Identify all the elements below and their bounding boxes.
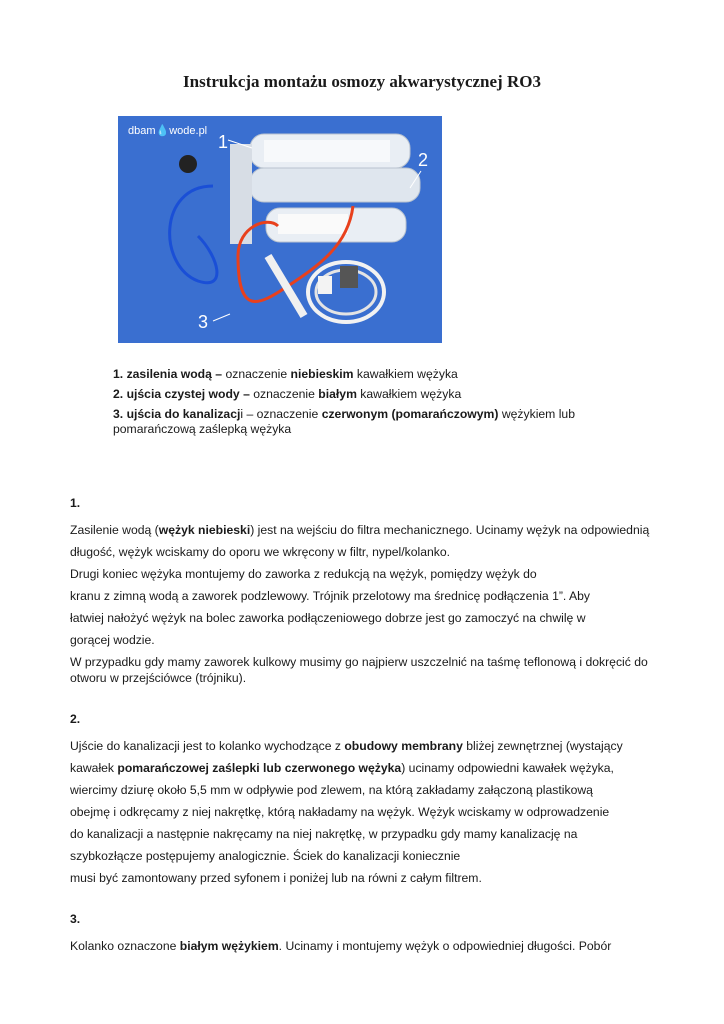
section-number: 1.: [70, 496, 81, 510]
paragraph-line: kranu z zimną wodą a zaworek podzlewowy. Trójnik przelotowy ma średnicę podłączenia 1”. Aby: [70, 589, 591, 603]
paragraph-line: Zasilenie wodą (wężyk niebieski) jest na wejściu do filtra mechanicznego. Ucinamy wężyk na odpowiednią: [70, 523, 650, 537]
paragraph-line: Ujście do kanalizacji jest to kolanko wychodzące z obudowy membrany bliżej zewnętrznej (wystający: [70, 739, 623, 753]
paragraph-line: obejmę i odkręcamy z niej nakrętkę, którą nakładamy na wężyk. Wężyk wciskamy w odprowadzenie: [70, 805, 610, 819]
paragraph-line: Kolanko oznaczone białym wężykiem. Ucinamy i montujemy wężyk o odpowiedniej długości. Pobór: [70, 939, 612, 953]
paragraph-line: W przypadku gdy mamy zaworek kulkowy musimy go najpierw uszczelnić na taśmę teflonową i dokręcić do: [70, 655, 648, 669]
paragraph-line: Drugi koniec wężyka montujemy do zaworka z redukcją na wężyk, pomiędzy wężyk do: [70, 567, 537, 581]
legend-item: 2. ujścia czystej wody – oznaczenie białym kawałkiem wężyka: [113, 387, 462, 401]
callout-3: 3: [198, 312, 209, 332]
paragraph-line: łatwiej nałożyć wężyk na bolec zaworka podłączeniowego dobrze jest go zamoczyć na chwilę w: [70, 611, 586, 625]
paragraph-line: szybkozłącze postępujemy analogicznie. Ściek do kanalizacji koniecznie: [70, 849, 461, 863]
section-3: [70, 912, 670, 960]
paragraph-line: wiercimy dziurę około 5,5 mm w odpływie pod zlewem, na którą zakładamy załączoną plastikową: [70, 783, 593, 797]
section-1: [70, 496, 670, 686]
section-number: 2.: [70, 712, 81, 726]
page-title: Instrukcja montażu osmozy akwarystycznej RO3: [183, 72, 541, 91]
callout-1: 1: [218, 132, 229, 152]
paragraph-line: otworu w przejściówce (trójniku).: [70, 671, 247, 685]
section-2: [70, 712, 670, 892]
paragraph-line: gorącej wodzie.: [70, 633, 155, 647]
section-number: 3.: [70, 912, 81, 926]
watermark-text: dbam💧wode.pl: [128, 125, 208, 137]
paragraph-line: długość, wężyk wciskamy do oporu we wkręcony w filtr, nypel/kolanko.: [70, 545, 451, 559]
legend-item: 3. ujścia do kanalizacji – oznaczenie czerwonym (pomarańczowym) wężykiem lub pomarańczową zaślepką wężyka: [113, 407, 575, 436]
callout-2: 2: [418, 150, 429, 170]
connection-legend: [113, 367, 613, 442]
product-photo: [118, 116, 442, 343]
ro-filter-illustration: [118, 116, 442, 343]
paragraph-line: do kanalizacji a następnie nakręcamy na niej nakrętkę, w przypadku gdy mamy kanalizację na: [70, 827, 578, 841]
paragraph-line: musi być zamontowany przed syfonem i poniżej lub na równi z całym filtrem.: [70, 871, 482, 885]
paragraph-line: kawałek pomarańczowej zaślepki lub czerwonego wężyka) ucinamy odpowiedni kawałek wężyka,: [70, 761, 614, 775]
legend-item: 1. zasilenia wodą – oznaczenie niebieskim kawałkiem wężyka: [113, 367, 458, 381]
